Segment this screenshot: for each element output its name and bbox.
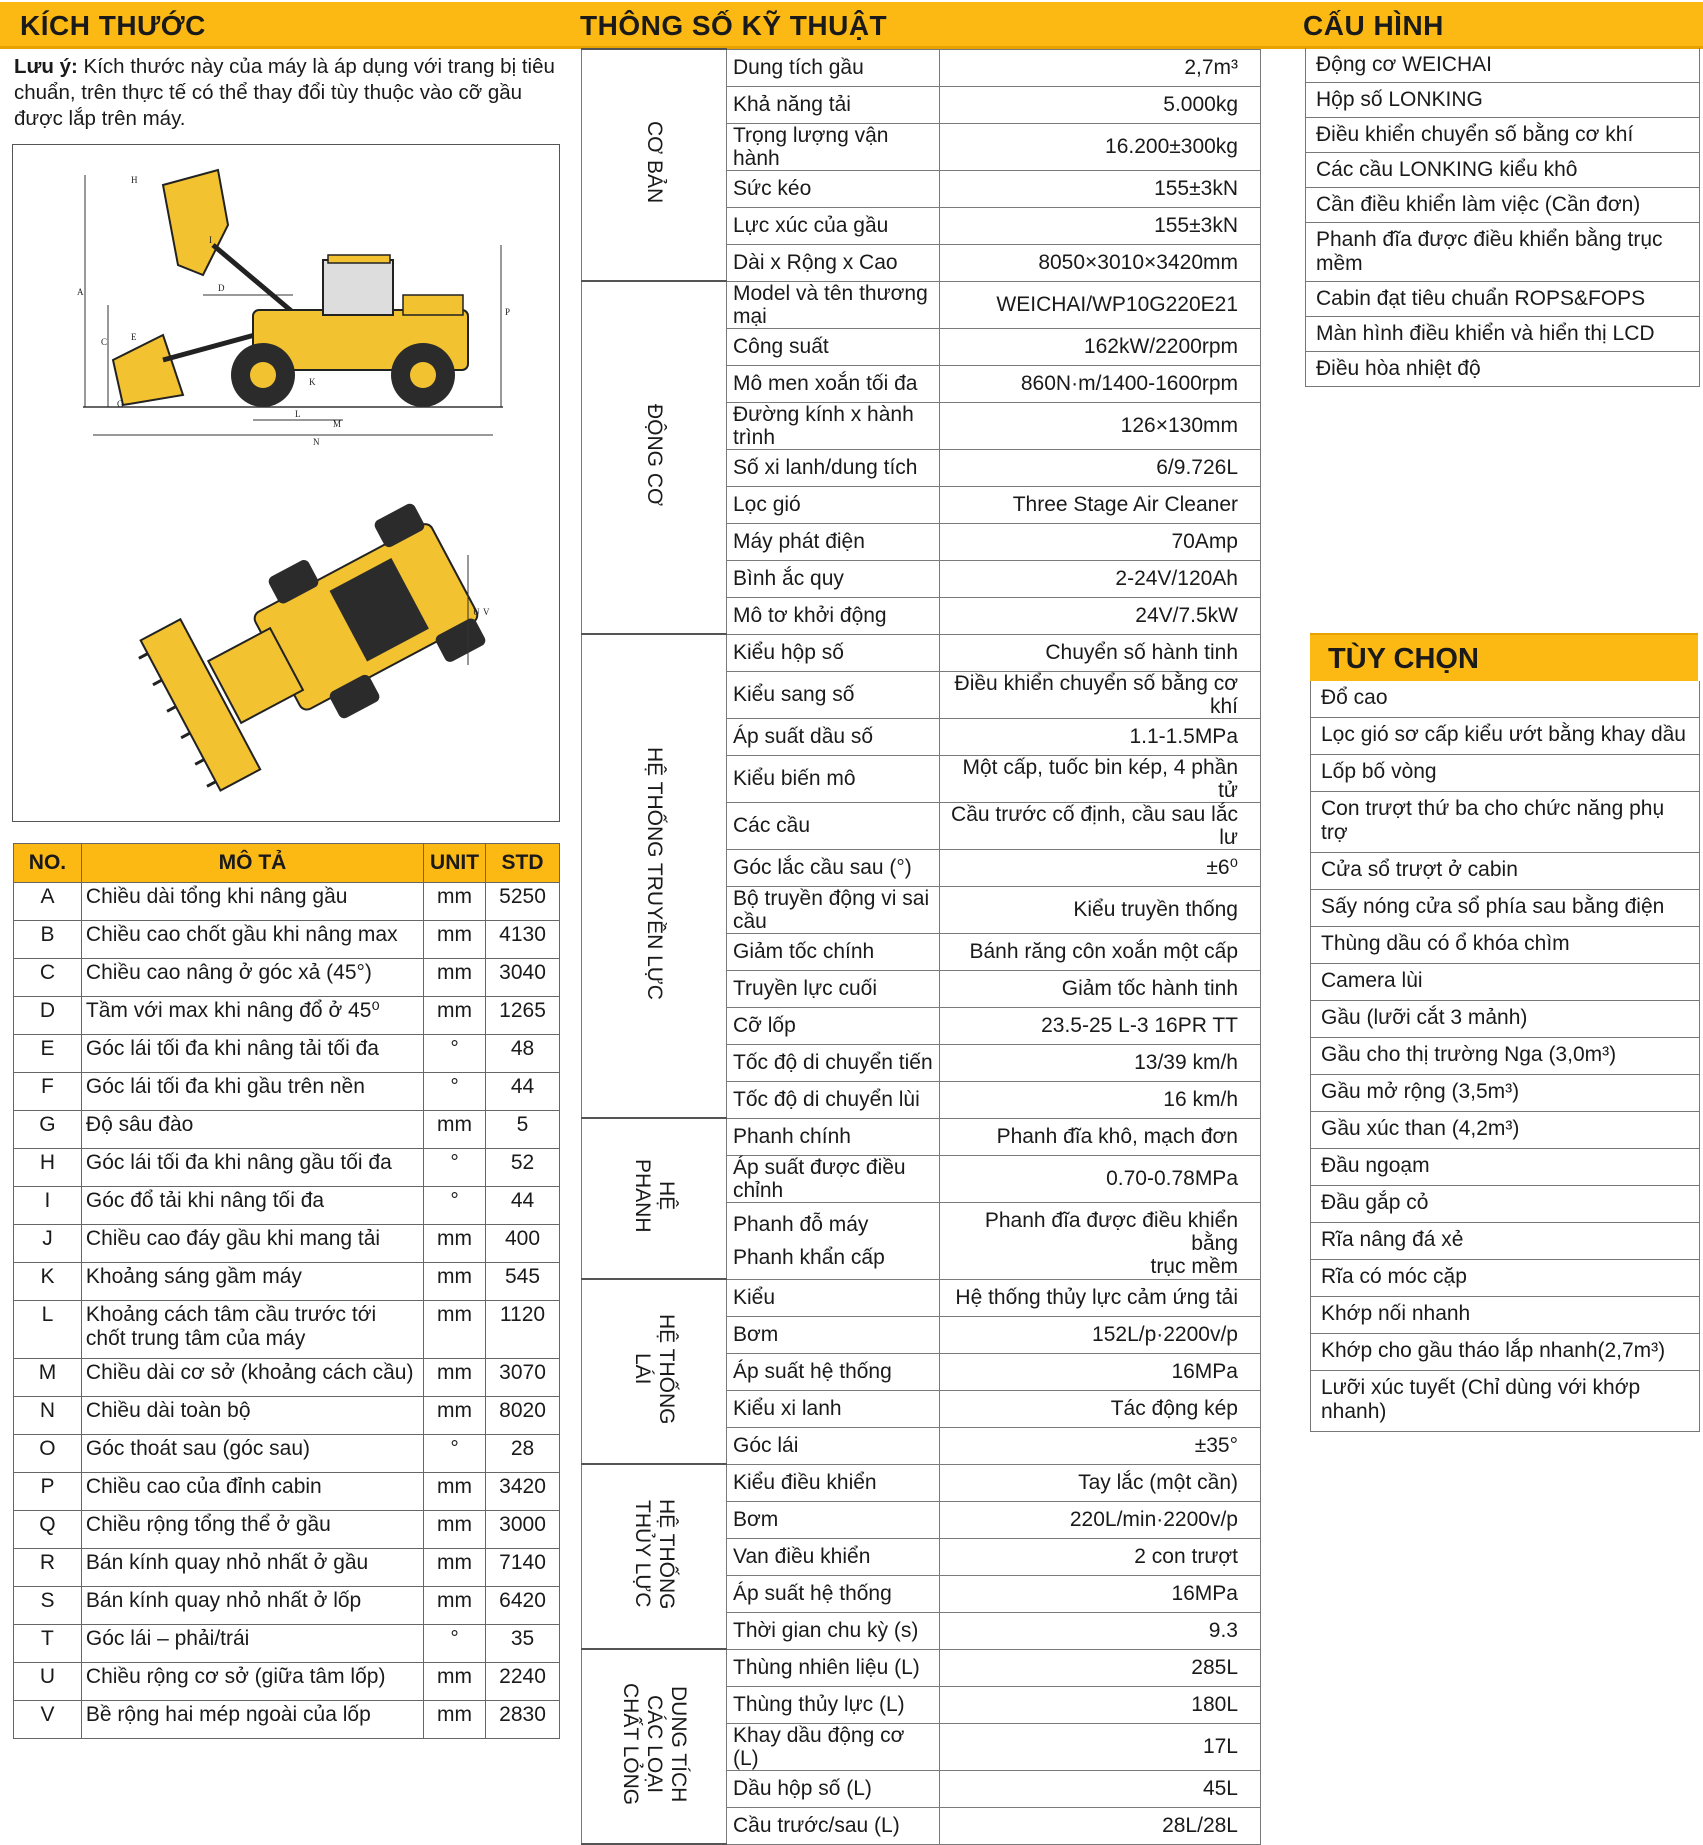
side-view — [83, 170, 503, 435]
letter-m: M — [333, 419, 342, 429]
dim-std: 52 — [486, 1149, 560, 1187]
spec-param: Kiểu — [727, 1279, 940, 1316]
config-item: Động cơ WEICHAI — [1306, 48, 1699, 83]
spec-group-label: CƠ BẢN — [643, 121, 666, 204]
dim-unit: mm — [424, 921, 486, 959]
spec-group-cell — [582, 1464, 727, 1649]
dim-desc: Bề rộng hai mép ngoài của lốp — [81, 1701, 423, 1739]
table-row — [14, 1301, 560, 1359]
dim-unit: mm — [424, 1587, 486, 1625]
config-item: Điều khiển chuyển số bằng cơ khí — [1306, 118, 1699, 153]
dim-unit: mm — [424, 1301, 486, 1359]
dim-desc: Góc đổ tải khi nâng tối đa — [81, 1187, 423, 1225]
spec-value: 28L/28L — [940, 1807, 1261, 1844]
spec-value: Hệ thống thủy lực cảm ứng tải — [940, 1279, 1261, 1316]
letter-k: K — [309, 377, 316, 387]
spec-param: Model và tên thương mại — [727, 281, 940, 328]
letter-l: L — [295, 409, 301, 419]
spec-param: Áp suất hệ thống — [727, 1353, 940, 1390]
spec-param: Số xi lanh/dung tích — [727, 449, 940, 486]
dim-unit: mm — [424, 997, 486, 1035]
dim-no: U — [14, 1663, 82, 1701]
table-row — [14, 959, 560, 997]
dim-std: 6420 — [486, 1587, 560, 1625]
machine-drawing — [12, 144, 560, 822]
spec-param: Van điều khiển — [727, 1538, 940, 1575]
spec-value: ±6⁰ — [940, 849, 1261, 886]
dim-desc: Chiều dài cơ sở (khoảng cách cầu) — [81, 1359, 423, 1397]
spec-value: Giảm tốc hành tinh — [940, 970, 1261, 1007]
spec-value: 152L/p·2200v/p — [940, 1316, 1261, 1353]
dim-no: V — [14, 1701, 82, 1739]
dim-std: 2240 — [486, 1663, 560, 1701]
option-item: Gầu mở rộng (3,5m³) — [1311, 1075, 1699, 1112]
table-row — [14, 1073, 560, 1111]
spec-row — [582, 49, 1261, 86]
dim-no: P — [14, 1473, 82, 1511]
spec-value: Phanh đĩa được điều khiển bằng trục mềm — [940, 1202, 1261, 1279]
spec-param: Thùng nhiên liệu (L) — [727, 1649, 940, 1686]
config-item: Màn hình điều khiển và hiển thị LCD — [1306, 317, 1699, 352]
spec-value: 16 km/h — [940, 1081, 1261, 1118]
spec-row — [582, 1279, 1261, 1316]
spec-value: 45L — [940, 1770, 1261, 1807]
letter-c: C — [101, 337, 108, 347]
dim-std: 35 — [486, 1625, 560, 1663]
option-item: Thùng dầu có ổ khóa chìm — [1311, 927, 1699, 964]
spec-group-cell — [582, 281, 727, 634]
spec-param: Truyền lực cuối — [727, 970, 940, 1007]
spec-param: Bơm — [727, 1316, 940, 1353]
dim-no: Q — [14, 1511, 82, 1549]
spec-value: 16.200±300kg — [940, 123, 1261, 170]
dim-no: T — [14, 1625, 82, 1663]
letter-v: V — [483, 607, 490, 617]
spec-group-label: DUNG TÍCH CÁC LOẠI CHẤT LỎNG — [619, 1682, 690, 1806]
table-row — [14, 1149, 560, 1187]
dim-std: 44 — [486, 1187, 560, 1225]
spec-param: Kiểu điều khiển — [727, 1464, 940, 1501]
dim-desc: Chiều cao nâng ở góc xả (45°) — [81, 959, 423, 997]
table-row — [14, 1263, 560, 1301]
spec-value: Một cấp, tuốc bin kép, 4 phần tử — [940, 755, 1261, 802]
spec-param: Bơm — [727, 1501, 940, 1538]
note-text: Kích thước này của máy là áp dụng với trang bị tiêu chuẩn, trên thực tế có thể thay đổi tùy thuộc vào cỡ gầu được lắp trên máy. — [14, 55, 555, 130]
option-item: Gầu (lưỡi cắt 3 mảnh) — [1311, 1001, 1699, 1038]
spec-value: 180L — [940, 1686, 1261, 1723]
dim-desc: Chiều cao đáy gầu khi mang tải — [81, 1225, 423, 1263]
spec-param: Áp suất hệ thống — [727, 1575, 940, 1612]
dim-std: 5250 — [486, 883, 560, 921]
dim-unit: mm — [424, 1225, 486, 1263]
spec-param: Bộ truyền động vi sai cầu — [727, 886, 940, 933]
dim-no: O — [14, 1435, 82, 1473]
table-row — [14, 1397, 560, 1435]
dim-desc: Góc lái tối đa khi gầu trên nền — [81, 1073, 423, 1111]
spec-param: Cầu trước/sau (L) — [727, 1807, 940, 1844]
spec-value: Tay lắc (một cần) — [940, 1464, 1261, 1501]
dim-unit: mm — [424, 1549, 486, 1587]
dim-desc: Góc lái tối đa khi nâng tải tối đa — [81, 1035, 423, 1073]
dim-unit: mm — [424, 1111, 486, 1149]
spec-group-label: HỆ PHANH — [631, 1159, 678, 1233]
dim-std: 1265 — [486, 997, 560, 1035]
dim-desc: Chiều dài toàn bộ — [81, 1397, 423, 1435]
col-std: STD — [486, 844, 560, 883]
dim-unit: mm — [424, 1511, 486, 1549]
option-item: Con trượt thứ ba cho chức năng phụ trợ — [1311, 792, 1699, 853]
spec-group-label: HỆ THỐNG THỦY LỰC — [631, 1498, 678, 1610]
spec-param: Tốc độ di chuyển lùi — [727, 1081, 940, 1118]
option-item: Lốp bố vòng — [1311, 755, 1699, 792]
spec-value: 220L/min·2200v/p — [940, 1501, 1261, 1538]
config-item: Các cầu LONKING kiểu khô — [1306, 153, 1699, 188]
spec-value: 155±3kN — [940, 170, 1261, 207]
letter-i: I — [209, 235, 212, 245]
letter-e: E — [131, 332, 137, 342]
spec-value: Cầu trước cố định, cầu sau lắc lư — [940, 802, 1261, 849]
spec-value: Điều khiển chuyển số bằng cơ khí — [940, 671, 1261, 718]
option-item: Rĩa nâng đá xẻ — [1311, 1223, 1699, 1260]
spec-param: Tốc độ di chuyển tiến — [727, 1044, 940, 1081]
dim-desc: Chiều cao chốt gầu khi nâng max — [81, 921, 423, 959]
spec-param: Thùng thủy lực (L) — [727, 1686, 940, 1723]
spec-param: Áp suất dầu số — [727, 718, 940, 755]
dim-no: N — [14, 1397, 82, 1435]
spec-value: Tác động kép — [940, 1390, 1261, 1427]
dim-unit: mm — [424, 959, 486, 997]
config-item: Hộp số LONKING — [1306, 83, 1699, 118]
loader-illustration — [13, 145, 559, 821]
spec-value: 23.5-25 L-3 16PR TT — [940, 1007, 1261, 1044]
spec-value: 126×130mm — [940, 402, 1261, 449]
spec-param: Góc lắc cầu sau (°) — [727, 849, 940, 886]
note-label: Lưu ý: — [14, 55, 78, 78]
letter-h: H — [131, 175, 138, 185]
dim-std: 3070 — [486, 1359, 560, 1397]
table-row — [14, 1701, 560, 1739]
dim-no: I — [14, 1187, 82, 1225]
spec-value: 8050×3010×3420mm — [940, 244, 1261, 281]
spec-group-cell — [582, 49, 727, 281]
options-list — [1310, 681, 1700, 1432]
spec-value: ±35° — [940, 1427, 1261, 1464]
spec-group-cell — [582, 1118, 727, 1279]
dim-no: L — [14, 1301, 82, 1359]
spec-value: 9.3 — [940, 1612, 1261, 1649]
dimensions-title: KÍCH THƯỚC — [20, 10, 206, 41]
spec-group-cell — [582, 1649, 727, 1844]
options-header — [1310, 633, 1698, 681]
spec-param: Lọc gió — [727, 486, 940, 523]
dim-no: E — [14, 1035, 82, 1073]
table-row — [14, 1359, 560, 1397]
dimension-table — [13, 843, 560, 1739]
dim-desc: Góc lái tối đa khi nâng gầu tối đa — [81, 1149, 423, 1187]
option-item: Đầu ngoạm — [1311, 1149, 1699, 1186]
table-row — [14, 1625, 560, 1663]
dim-unit: ° — [424, 1625, 486, 1663]
spec-value: Bánh răng côn xoắn một cấp — [940, 933, 1261, 970]
spec-value: 162kW/2200rpm — [940, 328, 1261, 365]
spec-param: Góc lái — [727, 1427, 940, 1464]
dim-desc: Khoảng cách tâm cầu trước tới chốt trung tâm của máy — [81, 1301, 423, 1359]
spec-param: Trọng lượng vận hành — [727, 123, 940, 170]
config-list — [1305, 48, 1700, 387]
spec-value: 16MPa — [940, 1575, 1261, 1612]
spec-param: Kiểu biến mô — [727, 755, 940, 802]
dim-std: 48 — [486, 1035, 560, 1073]
table-row — [14, 883, 560, 921]
dim-std: 44 — [486, 1073, 560, 1111]
spec-value: 70Amp — [940, 523, 1261, 560]
dim-unit: ° — [424, 1073, 486, 1111]
table-row — [14, 1435, 560, 1473]
dim-no: F — [14, 1073, 82, 1111]
option-item: Gầu xúc than (4,2m³) — [1311, 1112, 1699, 1149]
spec-value: 2,7m³ — [940, 49, 1261, 86]
dim-unit: mm — [424, 1473, 486, 1511]
spec-param: Phanh đỗ máy Phanh khẩn cấp — [727, 1202, 940, 1279]
dim-desc: Chiều rộng cơ sở (giữa tâm lốp) — [81, 1663, 423, 1701]
spec-row — [582, 281, 1261, 328]
spec-param: Khay dầu động cơ (L) — [727, 1723, 940, 1770]
spec-param: Kiểu sang số — [727, 671, 940, 718]
dim-unit: mm — [424, 1663, 486, 1701]
top-view — [132, 495, 494, 795]
dim-desc: Khoảng sáng gầm máy — [81, 1263, 423, 1301]
dim-no: C — [14, 959, 82, 997]
spec-value: 0.70-0.78MPa — [940, 1155, 1261, 1202]
spec-param: Các cầu — [727, 802, 940, 849]
specs-title: THÔNG SỐ KỸ THUẬT — [580, 10, 888, 41]
dim-std: 8020 — [486, 1397, 560, 1435]
spec-value: 2-24V/120Ah — [940, 560, 1261, 597]
spec-param: Thời gian chu kỳ (s) — [727, 1612, 940, 1649]
dim-std: 28 — [486, 1435, 560, 1473]
spec-param: Cỡ lốp — [727, 1007, 940, 1044]
dim-desc: Bán kính quay nhỏ nhất ở lốp — [81, 1587, 423, 1625]
dim-std: 7140 — [486, 1549, 560, 1587]
config-item: Cabin đạt tiêu chuẩn ROPS&FOPS — [1306, 282, 1699, 317]
spec-param: Áp suất được điều chỉnh — [727, 1155, 940, 1202]
dim-desc: Chiều rộng tổng thể ở gầu — [81, 1511, 423, 1549]
spec-value: Kiểu truyền thống — [940, 886, 1261, 933]
spec-param: Kiểu hộp số — [727, 634, 940, 671]
config-title: CẤU HÌNH — [1303, 10, 1444, 41]
dim-desc: Chiều cao của đỉnh cabin — [81, 1473, 423, 1511]
table-row — [14, 1111, 560, 1149]
spec-param: Mô tơ khởi động — [727, 597, 940, 634]
option-item: Lọc gió sơ cấp kiểu ướt bằng khay dầu — [1311, 718, 1699, 755]
table-row — [14, 1225, 560, 1263]
dim-unit: ° — [424, 1149, 486, 1187]
dim-unit: ° — [424, 1435, 486, 1473]
spec-param: Dầu hộp số (L) — [727, 1770, 940, 1807]
dim-desc: Chiều dài tổng khi nâng gầu — [81, 883, 423, 921]
table-row — [14, 1035, 560, 1073]
spec-value: 24V/7.5kW — [940, 597, 1261, 634]
option-item: Khớp cho gầu tháo lắp nhanh(2,7m³) — [1311, 1334, 1699, 1371]
table-row — [14, 1587, 560, 1625]
table-row — [14, 1549, 560, 1587]
table-row — [14, 921, 560, 959]
spec-value: WEICHAI/WP10G220E21 — [940, 281, 1261, 328]
spec-value: 285L — [940, 1649, 1261, 1686]
spec-value: 155±3kN — [940, 207, 1261, 244]
dim-no: M — [14, 1359, 82, 1397]
spec-value: 2 con trượt — [940, 1538, 1261, 1575]
table-row — [14, 1473, 560, 1511]
spec-param: Máy phát điện — [727, 523, 940, 560]
spec-value: Phanh đĩa khô, mạch đơn — [940, 1118, 1261, 1155]
dim-no: S — [14, 1587, 82, 1625]
spec-value: 5.000kg — [940, 86, 1261, 123]
spec-param: Lực xúc của gầu — [727, 207, 940, 244]
letter-d: D — [218, 283, 225, 293]
spec-param: Đường kính x hành trình — [727, 402, 940, 449]
option-item: Sấy nóng cửa sổ phía sau bằng điện — [1311, 890, 1699, 927]
option-item: Camera lùi — [1311, 964, 1699, 1001]
dim-unit: mm — [424, 1397, 486, 1435]
spec-param: Giảm tốc chính — [727, 933, 940, 970]
dim-no: J — [14, 1225, 82, 1263]
spec-value: 6/9.726L — [940, 449, 1261, 486]
option-item: Khớp nối nhanh — [1311, 1297, 1699, 1334]
table-row — [14, 1187, 560, 1225]
spec-param: Dung tích gầu — [727, 49, 940, 86]
dim-std: 1120 — [486, 1301, 560, 1359]
dim-no: A — [14, 883, 82, 921]
col-no: NO. — [14, 844, 82, 883]
spec-group-label: HỆ THỐNG LÁI — [631, 1313, 678, 1425]
dim-desc: Bán kính quay nhỏ nhất ở gầu — [81, 1549, 423, 1587]
spec-value: Chuyển số hành tinh — [940, 634, 1261, 671]
dim-std: 3420 — [486, 1473, 560, 1511]
spec-row — [582, 634, 1261, 671]
spec-value: 17L — [940, 1723, 1261, 1770]
option-item: Cửa sổ trượt ở cabin — [1311, 853, 1699, 890]
spec-value: 16MPa — [940, 1353, 1261, 1390]
dim-std: 5 — [486, 1111, 560, 1149]
spec-row — [582, 1118, 1261, 1155]
dim-no: G — [14, 1111, 82, 1149]
dim-unit: mm — [424, 1701, 486, 1739]
dimension-table-header — [14, 844, 560, 883]
letter-a: A — [77, 287, 84, 297]
dim-unit: mm — [424, 1359, 486, 1397]
table-row — [14, 1663, 560, 1701]
spec-group-label: HỆ THỐNG TRUYỀN LỰC — [643, 747, 666, 1000]
dim-no: H — [14, 1149, 82, 1187]
spec-param: Dài x Rộng x Cao — [727, 244, 940, 281]
spec-group-cell — [582, 634, 727, 1118]
dim-std: 4130 — [486, 921, 560, 959]
dim-unit: ° — [424, 1035, 486, 1073]
spec-param: Sức kéo — [727, 170, 940, 207]
col-desc: MÔ TẢ — [81, 844, 423, 883]
dim-no: R — [14, 1549, 82, 1587]
spec-param: Phanh chính — [727, 1118, 940, 1155]
spec-value: 1.1-1.5MPa — [940, 718, 1261, 755]
option-item: Rĩa có móc cặp — [1311, 1260, 1699, 1297]
spec-group-label: ĐỘNG CƠ — [643, 403, 666, 506]
option-item: Lưỡi xúc tuyết (Chỉ dùng với khớp nhanh) — [1311, 1371, 1699, 1432]
letter-g: G — [117, 399, 124, 409]
dim-desc: Góc lái – phải/trái — [81, 1625, 423, 1663]
dim-std: 400 — [486, 1225, 560, 1263]
dim-desc: Góc thoát sau (góc sau) — [81, 1435, 423, 1473]
letter-p: P — [505, 307, 511, 317]
dim-desc: Tầm với max khi nâng đổ ở 45⁰ — [81, 997, 423, 1035]
dim-unit: ° — [424, 1187, 486, 1225]
dim-std: 2830 — [486, 1701, 560, 1739]
dim-no: D — [14, 997, 82, 1035]
spec-row — [582, 1649, 1261, 1686]
option-item: Đầu gắp cỏ — [1311, 1186, 1699, 1223]
config-item: Cần điều khiển làm việc (Cần đơn) — [1306, 188, 1699, 223]
spec-group-cell — [582, 1279, 727, 1464]
dim-unit: mm — [424, 883, 486, 921]
spec-row — [582, 1464, 1261, 1501]
spec-value: 13/39 km/h — [940, 1044, 1261, 1081]
dim-std: 3040 — [486, 959, 560, 997]
dim-no: K — [14, 1263, 82, 1301]
spec-table — [581, 48, 1261, 1845]
spec-param: Khả năng tải — [727, 86, 940, 123]
table-row — [14, 1511, 560, 1549]
dim-no: B — [14, 921, 82, 959]
spec-param: Kiểu xi lanh — [727, 1390, 940, 1427]
spec-param: Bình ắc quy — [727, 560, 940, 597]
table-row — [14, 997, 560, 1035]
options-title: TÙY CHỌN — [1328, 643, 1479, 675]
dim-std: 3000 — [486, 1511, 560, 1549]
config-item: Điều hòa nhiệt độ — [1306, 352, 1699, 387]
letter-n: N — [313, 437, 320, 447]
letter-u: U — [473, 607, 480, 617]
dim-desc: Độ sâu đào — [81, 1111, 423, 1149]
spec-param: Công suất — [727, 328, 940, 365]
spec-value: 860N·m/1400-1600rpm — [940, 365, 1261, 402]
spec-param: Mô men xoắn tối đa — [727, 365, 940, 402]
dimension-note — [14, 54, 559, 132]
dim-std: 545 — [486, 1263, 560, 1301]
spec-value: Three Stage Air Cleaner — [940, 486, 1261, 523]
option-item: Đổ cao — [1311, 681, 1699, 718]
dim-unit: mm — [424, 1263, 486, 1301]
option-item: Gầu cho thị trường Nga (3,0m³) — [1311, 1038, 1699, 1075]
col-unit: UNIT — [424, 844, 486, 883]
config-item: Phanh đĩa được điều khiển bằng trục mềm — [1306, 223, 1699, 282]
